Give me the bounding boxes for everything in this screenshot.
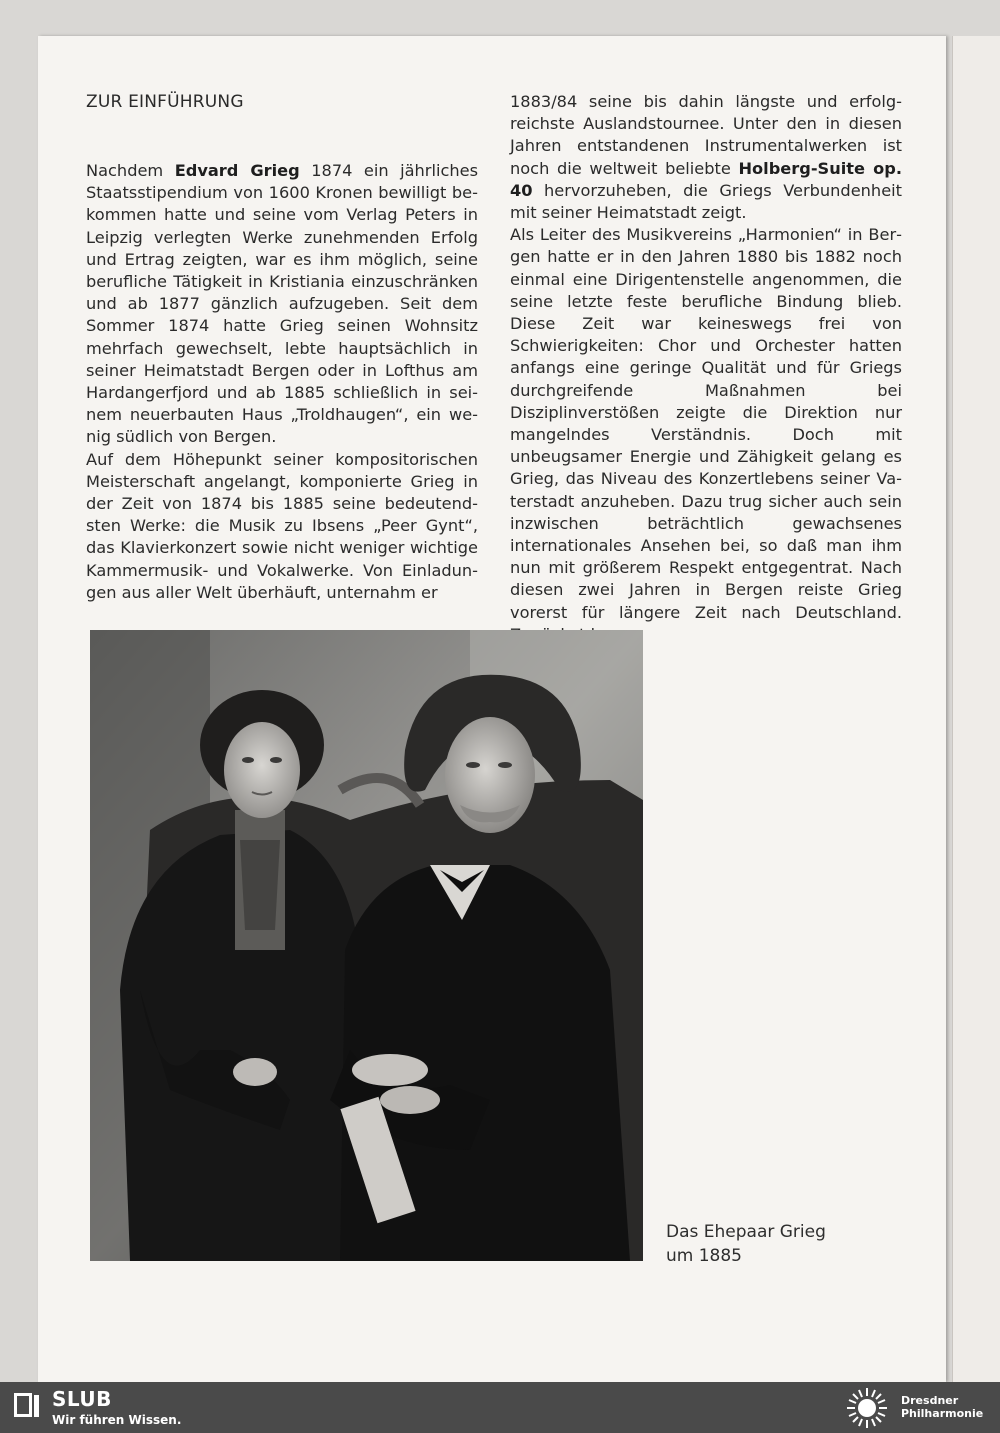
footer-bar — [0, 1382, 1000, 1433]
slub-tagline: Wir führen Wissen. — [52, 1413, 182, 1427]
paragraph-1: Nachdem Edvard Grieg 1874 ein jährliches Staatsstipendium von 1600 Kronen bewilligt bekommen hatte und seine vom Verlag Peters in Leipzig verlegten Werke zunehmenden Erfolg und Ertrag zeigten, war es ihm möglich, seine berufliche Tätigkeit in Kristiania einzuschränken und ab 1877 gänzlich aufzugeben. Seit dem Sommer 1874 hatte Grieg seinen Wohnsitz mehrfach gewechselt, lebte hauptsächlich in seiner Heimatstadt Bergen oder in Lofthus am Hardangerfjord und ab 1885 schließlich in seinem neuerbauten Haus „Troldhaugen“, ein wenig südlich von Bergen. — [86, 161, 478, 447]
text-column-left — [86, 160, 478, 604]
paragraph-4: Als Leiter des Musikvereins „Harmonien“ in Bergen hatte er in den Jahren 1880 bis 1882 noch einmal eine Dirigentenstelle angenommen, die seine letzte feste berufliche Bindung blieb. Diese Zeit war keineswegs frei von Schwierigkeiten: Chor und Orchester hatten anfangs eine geringe Qualität und für Griegs durchgreifende Maßnahmen bei Disziplinverstößen zeigte die Direktion nur mangelndes Verständnis. Doch mit unbeugsamer Energie und Zähigkeit gelang es Grieg, das Niveau des Konzertlebens seiner Vaterstadt anzuheben. Dazu trug sicher auch sein inzwischen beträchtlich gewachsenes internationales Ansehen bei, so daß man ihm nun mit größerem Respekt entgegentrat. Nach diesen zwei Jahren in Bergen reiste Grieg vorerst für längere Zeit nach Deutschland. — [510, 225, 902, 622]
bold-composer-name: Edvard Grieg — [174, 161, 300, 180]
slub-logo-icon — [12, 1391, 42, 1421]
dresdner-philharmonie-name: Dresdner Philharmonie — [901, 1394, 984, 1420]
text-column-right — [510, 91, 902, 646]
paragraph-2: Auf dem Höhepunkt seiner kompositorischen Meisterschaft angelangt, komponierte Grieg in der Zeit von 1874 bis 1885 seine bedeutendsten Werke: die Musik zu Ibsens „Peer Gynt“, das Klavierkonzert sowie nicht weniger wichtige Kammermusik- und Vokalwerke. Von Einladungen aus aller Welt überhäuft, unternahm er — [86, 449, 478, 602]
slub-name: SLUB — [52, 1387, 112, 1411]
dresdner-philharmonie-logo-icon — [840, 1385, 894, 1431]
bold-work-title: Holberg-Suite op. 40 — [510, 158, 902, 200]
section-title: ZUR EINFÜHRUNG — [86, 92, 244, 112]
next-page-edge — [952, 36, 1000, 1382]
paragraph-3: 1883/84 seine bis dahin längste und erfolgreichste Auslandstournee. Unter den in diesen Jahren entstandenen Instrumentalwerken ist noch die weltweit beliebte Holberg-Suite op. 40 hervorzuheben, die Griegs Verbundenheit mit seiner Heimatstadt zeigt. — [510, 92, 902, 223]
photo-caption: Das Ehepaar Grieg um 1885 — [666, 1222, 826, 1266]
portrait-photo — [90, 630, 643, 1261]
